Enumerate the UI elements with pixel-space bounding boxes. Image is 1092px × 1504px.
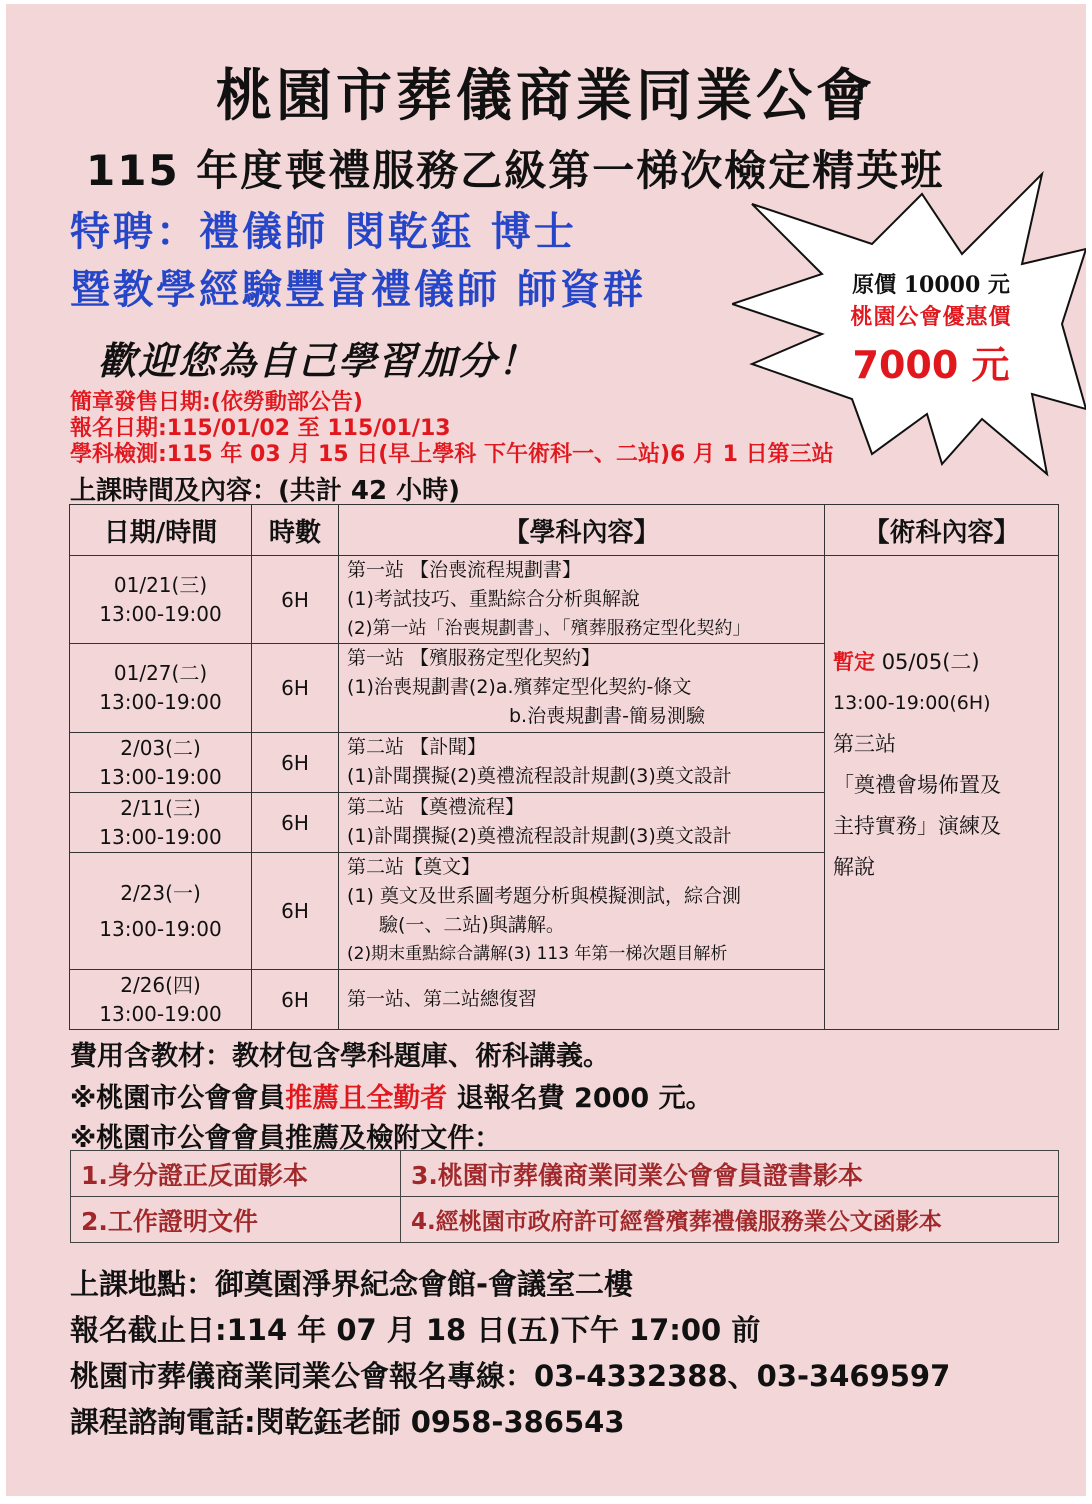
consultation-phone: 課程諮詢電話:閔乾鈺老師 0958-386543 (70, 1405, 625, 1439)
practical-time: 13:00-19:00(6H) (833, 692, 991, 714)
hours-cell: 6H (252, 793, 339, 853)
course-time-heading: 上課時間及內容：(共計 42 小時) (70, 476, 461, 506)
exam-date: 學科檢測:115 年 03 月 15 日(早上學科 下午術科一、二站)6 月 1 日第三站 (70, 442, 834, 467)
document-item: 1.身分證正反面影本 (71, 1151, 401, 1197)
hours-cell: 6H (252, 733, 339, 793)
practical-station: 第三站 (833, 732, 896, 756)
date-cell: 01/27(二) 13:00-19:00 (70, 644, 252, 733)
original-price: 原價 10000 元 (852, 272, 1010, 298)
content-cell: 第一站、第二站總復習 (339, 970, 825, 1030)
document-item: 4.經桃園市政府許可經營殯葬禮儀服務業公文函影本 (401, 1197, 1059, 1243)
table-header-row (70, 505, 1059, 556)
course-location: 上課地點：御奠園淨界紀念會館-會議室二樓 (70, 1267, 634, 1301)
registration-hotline: 桃園市葬儀商業同業公會報名專線：03-4332388、03-3469597 (70, 1359, 951, 1393)
table-row (70, 556, 1059, 644)
practical-desc-3: 解說 (833, 855, 875, 879)
flyer (6, 4, 1086, 1496)
date-cell: 2/03(二) 13:00-19:00 (70, 733, 252, 793)
content-cell: 第一站 【治喪流程規劃書】 (1)考試技巧、重點綜合分析與解說 (2)第一站「治喪規劃書」、「殯葬服務定型化契約」 (339, 556, 825, 644)
fee-materials: 費用含教材：教材包含學科題庫、術科講義。 (70, 1041, 610, 1072)
content-cell: 第二站【奠文】 (1) 奠文及世系圖考題分析與模擬測試，綜合測 驗(一、二站)與講解。 (2)期末重點綜合講解(3) 113 年第一梯次題目解析 (339, 853, 825, 970)
brochure-date: 簡章發售日期:(依勞動部公告) (70, 390, 363, 415)
schedule-table (69, 504, 1059, 1030)
header-date: 日期/時間 (70, 505, 252, 556)
registration-deadline: 報名截止日:114 年 07 月 18 日(五)下午 17:00 前 (70, 1313, 761, 1347)
association-title: 桃園市葬儀商業同業公會 (216, 64, 876, 129)
header-practical: 【術科內容】 (825, 505, 1059, 556)
hours-cell: 6H (252, 556, 339, 644)
instructor-line-1: 特聘：禮儀師 閔乾鈺 博士 (70, 209, 577, 255)
registration-date: 報名日期:115/01/02 至 115/01/13 (70, 416, 451, 441)
practical-cell (825, 556, 1059, 1030)
hours-cell: 6H (252, 644, 339, 733)
hours-cell: 6H (252, 853, 339, 970)
documents-table (70, 1150, 1059, 1243)
header-hours: 時數 (252, 505, 339, 556)
date-cell: 01/21(三) 13:00-19:00 (70, 556, 252, 644)
content-cell: 第二站 【奠禮流程】 (1)訃聞撰擬(2)奠禮流程設計規劃(3)奠文設計 (339, 793, 825, 853)
instructor-line-2: 暨教學經驗豐富禮儀師 師資群 (70, 267, 646, 313)
documents-title: ※桃園市公會會員推薦及檢附文件： (70, 1123, 502, 1154)
course-title: 115 年度喪禮服務乙級第一梯次檢定精英班 (86, 146, 945, 195)
tentative-label: 暫定 (833, 650, 875, 674)
header-theory: 【學科內容】 (339, 505, 825, 556)
discount-label: 桃園公會優惠價 (850, 304, 1012, 330)
welcome-slogan: 歡迎您為自己學習加分！ (98, 339, 539, 383)
hours-cell: 6H (252, 970, 339, 1030)
discount-price: 7000 元 (852, 343, 1010, 387)
document-item: 2.工作證明文件 (71, 1197, 401, 1243)
date-cell: 2/23(一) 13:00-19:00 (70, 853, 252, 970)
practical-desc-2: 主持實務」演練及 (833, 814, 1001, 838)
practical-desc-1: 「奠禮會場佈置及 (833, 773, 1001, 797)
content-cell: 第二站 【訃聞】 (1)訃聞撰擬(2)奠禮流程設計規劃(3)奠文設計 (339, 733, 825, 793)
date-cell: 2/11(三) 13:00-19:00 (70, 793, 252, 853)
refund-note: ※桃園市公會會員推薦且全勤者 退報名費 2000 元。 (70, 1083, 713, 1114)
date-cell: 2/26(四) 13:00-19:00 (70, 970, 252, 1030)
practical-date: 05/05(二) (881, 650, 980, 674)
content-cell: 第一站 【殯服務定型化契約】 (1)治喪規劃書(2)a.殯葬定型化契約-條文 b.治喪規劃書-簡易測驗 (339, 644, 825, 733)
document-item: 3.桃園市葬儀商業同業公會會員證書影本 (401, 1151, 1059, 1197)
